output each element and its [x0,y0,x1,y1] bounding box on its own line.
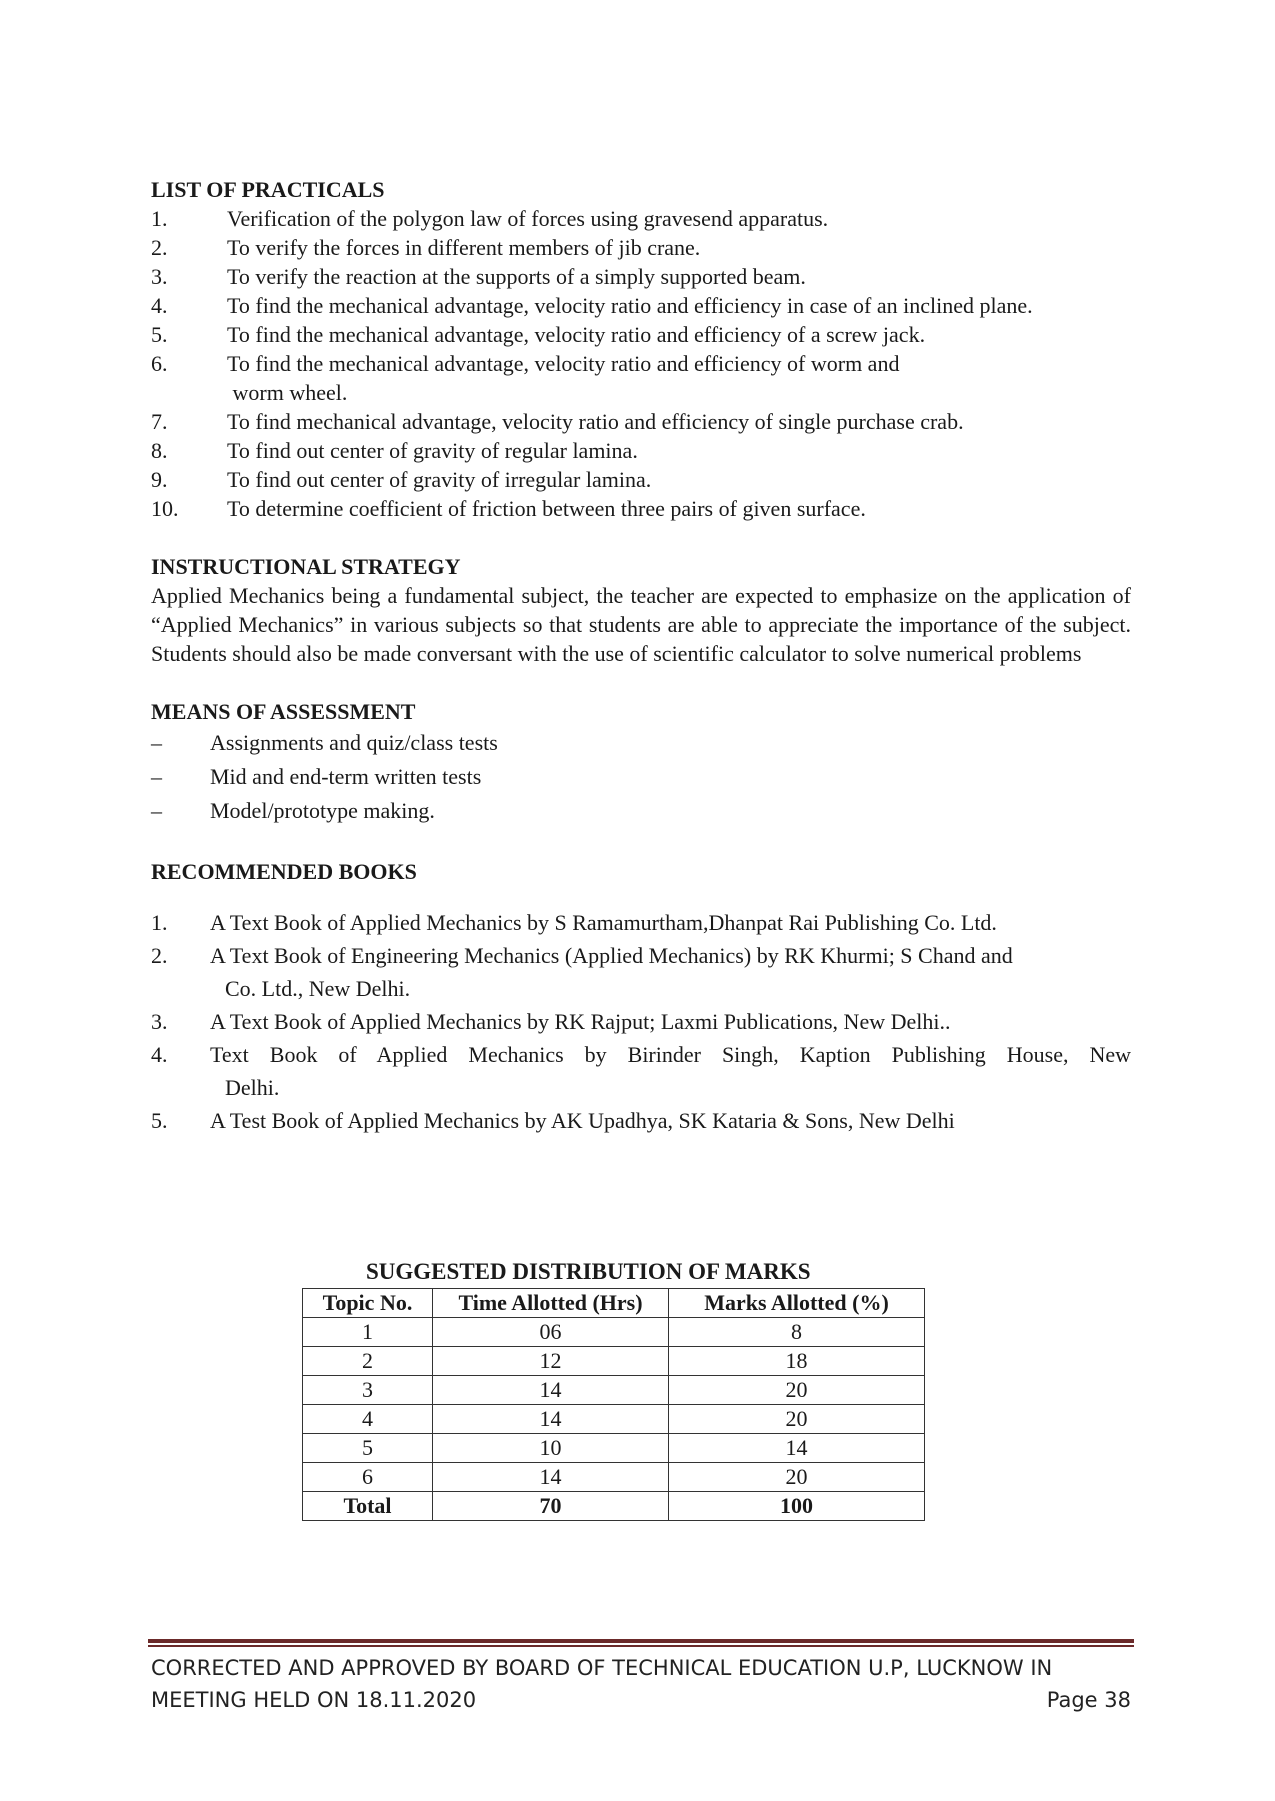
dash-bullet: – [151,730,162,755]
list-item [151,1104,1131,1137]
list-item [151,939,1131,1005]
list-item [151,291,1131,320]
item-text: To verify the forces in different members of jib crane. [227,235,701,260]
cell-topic: 6 [303,1463,433,1492]
list-item [151,1038,1131,1104]
cell-total-label: Total [303,1492,433,1521]
list-item [151,320,1131,349]
item-number: 3. [151,1009,168,1034]
books-list [151,906,1131,1137]
assessment-heading: MEANS OF ASSESSMENT [151,699,416,724]
item-number: 7. [151,409,168,434]
item-number: 1. [151,910,168,935]
table-row [303,1434,925,1463]
list-item [151,349,1131,407]
item-number: 9. [151,467,168,492]
cell-topic: 2 [303,1347,433,1376]
footer-divider-thin [148,1645,1134,1647]
item-text: A Text Book of Engineering Mechanics (Applied Mechanics) by RK Khurmi; S Chand and [210,943,1013,968]
table-row [303,1376,925,1405]
table-total-row [303,1492,925,1521]
item-number: 3. [151,264,168,289]
list-item [151,204,1131,233]
strategy-paragraph: Applied Mechanics being a fundamental subject, the teacher are expected to emphasize on the application of “Applied Mechanics” in various subjects so that students are able to appreciate the importance of the subject. Students should also be made conversant with the use of scientific calculator to solve numerical problems [151,583,1131,666]
footer-line-2-row [151,1684,1131,1716]
list-item [151,233,1131,262]
list-item [151,262,1131,291]
page-footer [151,1652,1131,1716]
item-text: To determine coefficient of friction between three pairs of given surface. [227,496,866,521]
strategy-section [151,553,1131,668]
list-item [151,760,1131,794]
item-text: Verification of the polygon law of forces using gravesend apparatus. [227,206,829,231]
cell-marks: 8 [669,1318,925,1347]
item-text: A Test Book of Applied Mechanics by AK Upadhya, SK Kataria & Sons, New Delhi [210,1108,955,1133]
item-text: To find the mechanical advantage, velocity ratio and efficiency of worm and [227,351,900,376]
item-number: 5. [151,1108,168,1133]
list-item [151,1005,1131,1038]
item-text: To find out center of gravity of irregular lamina. [227,467,652,492]
item-number: 10. [151,496,179,521]
item-text: To find the mechanical advantage, velocity ratio and efficiency of a screw jack. [227,322,926,347]
cell-total-time: 70 [433,1492,669,1521]
table-row [303,1318,925,1347]
header-time-allotted: Time Allotted (Hrs) [433,1289,669,1318]
item-text: Mid and end-term written tests [210,764,482,789]
document-body [151,176,1131,1137]
page-number: Page 38 [1046,1688,1131,1712]
item-text-continued: worm wheel. [227,380,348,405]
item-text: A Text Book of Applied Mechanics by RK Rajput; Laxmi Publications, New Delhi.. [210,1009,951,1034]
item-text: Model/prototype making. [210,798,435,823]
list-item [151,436,1131,465]
item-number: 8. [151,438,168,463]
list-item [151,407,1131,436]
list-item [151,494,1131,523]
item-text: Assignments and quiz/class tests [210,730,498,755]
footer-divider-thick [148,1639,1134,1643]
assessment-section [151,698,1131,828]
cell-marks: 20 [669,1405,925,1434]
item-number: 4. [151,293,168,318]
cell-time: 14 [433,1463,669,1492]
cell-topic: 3 [303,1376,433,1405]
list-item [151,906,1131,939]
marks-table-title: SUGGESTED DISTRIBUTION OF MARKS [366,1259,811,1284]
footer-line-1: CORRECTED AND APPROVED BY BOARD OF TECHNICAL EDUCATION U.P, LUCKNOW IN [151,1656,1053,1680]
strategy-heading: INSTRUCTIONAL STRATEGY [151,554,461,579]
item-text-continued: Delhi. [225,1075,280,1100]
list-item [151,465,1131,494]
cell-time: 12 [433,1347,669,1376]
item-text-group [227,349,1131,407]
item-number: 4. [151,1042,168,1067]
table-row [303,1463,925,1492]
cell-topic: 4 [303,1405,433,1434]
dash-bullet: – [151,764,162,789]
practicals-list [151,204,1131,523]
footer-line-2: MEETING HELD ON 18.11.2020 [151,1688,477,1712]
cell-time: 14 [433,1405,669,1434]
item-text: Text Book of Applied Mechanics by Birinder Singh, Kaption Publishing House, New [210,1042,1131,1067]
item-text-continued: Co. Ltd., New Delhi. [225,976,411,1001]
item-number: 2. [151,943,168,968]
item-text: A Text Book of Applied Mechanics by S Ramamurtham,Dhanpat Rai Publishing Co. Ltd. [210,910,997,935]
cell-time: 10 [433,1434,669,1463]
cell-total-marks: 100 [669,1492,925,1521]
table-row [303,1347,925,1376]
dash-bullet: – [151,798,162,823]
list-item [151,794,1131,828]
item-text: To find mechanical advantage, velocity ratio and efficiency of single purchase crab. [227,409,964,434]
books-heading: RECOMMENDED BOOKS [151,859,417,884]
item-number: 1. [151,206,168,231]
cell-time: 06 [433,1318,669,1347]
books-section [151,858,1131,1137]
item-text: To find the mechanical advantage, velocity ratio and efficiency in case of an inclined plane. [227,293,1033,318]
practicals-section [151,176,1131,523]
cell-topic: 5 [303,1434,433,1463]
item-text: To find out center of gravity of regular lamina. [227,438,638,463]
cell-marks: 14 [669,1434,925,1463]
cell-topic: 1 [303,1318,433,1347]
header-marks-allotted: Marks Allotted (%) [669,1289,925,1318]
item-number: 5. [151,322,168,347]
cell-time: 14 [433,1376,669,1405]
cell-marks: 18 [669,1347,925,1376]
assessment-list [151,726,1131,828]
item-number: 6. [151,351,168,376]
table-row [303,1405,925,1434]
item-number: 2. [151,235,168,260]
header-topic-no: Topic No. [303,1289,433,1318]
marks-table [302,1288,925,1521]
item-text-group [210,939,1131,1005]
cell-marks: 20 [669,1376,925,1405]
cell-marks: 20 [669,1463,925,1492]
practicals-heading: LIST OF PRACTICALS [151,177,385,202]
item-text-group [210,1038,1131,1104]
table-header-row [303,1289,925,1318]
list-item [151,726,1131,760]
item-text: To verify the reaction at the supports of a simply supported beam. [227,264,806,289]
